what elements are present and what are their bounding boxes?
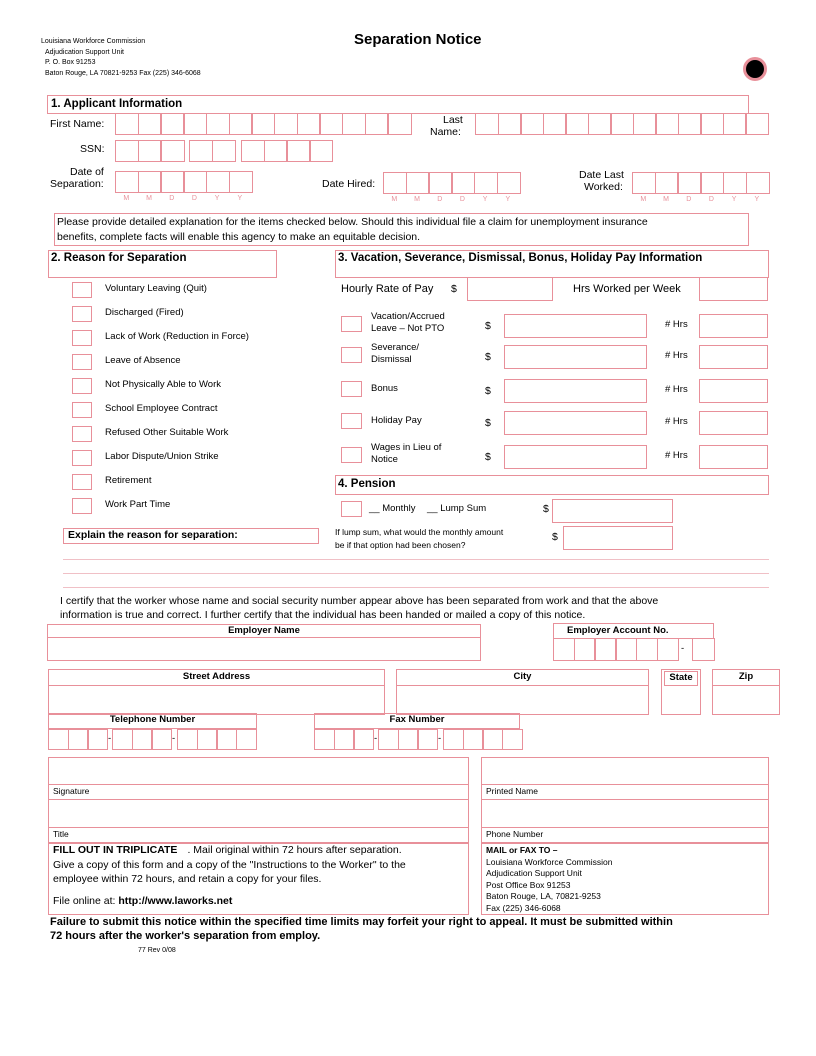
telephone-digit-box[interactable] — [132, 729, 153, 750]
first-name-char-box[interactable] — [342, 113, 366, 135]
pay-item-dollar: $ — [485, 351, 491, 363]
sig-line-3 — [48, 827, 469, 828]
account-digit-box[interactable] — [574, 638, 596, 661]
phone-dash: - — [108, 733, 112, 744]
reason-label: Leave of Absence — [105, 355, 181, 366]
date-last-digit-box[interactable] — [723, 172, 747, 194]
date-last-label-2: Worked: — [584, 181, 623, 193]
telephone-digit-box[interactable] — [197, 729, 218, 750]
telephone-digit-box[interactable] — [216, 729, 237, 750]
date-last-label-1: Date Last — [579, 169, 624, 181]
account-label: Employer Account No. — [567, 625, 669, 636]
phone-number-label: Phone Number — [486, 829, 544, 839]
date-sep-digit-box[interactable] — [160, 171, 184, 193]
telephone-label: Telephone Number — [109, 714, 196, 725]
date-hint: M — [146, 195, 152, 202]
signature-label: Signature — [53, 786, 90, 796]
date-hint: D — [191, 195, 197, 202]
reason-checkbox[interactable] — [72, 402, 92, 418]
instructions-line-2: benefits, complete facts will enable this agency to make an equitable decision. — [57, 231, 421, 243]
state-label: State — [669, 672, 693, 683]
date-hint: D — [686, 196, 692, 203]
pay-item-label-1: Severance/ — [371, 342, 420, 353]
pay-item-dollar: $ — [485, 417, 491, 429]
first-name-char-box[interactable] — [206, 113, 230, 135]
reason-checkbox[interactable] — [72, 306, 92, 322]
last-name-char-box[interactable] — [723, 113, 747, 135]
date-hint: Y — [505, 196, 511, 203]
last-name-char-box[interactable] — [678, 113, 702, 135]
phone-dash: - — [172, 733, 176, 744]
ssn-digit-box[interactable] — [160, 140, 184, 162]
revision-label: 77 Rev 0/08 — [138, 947, 176, 954]
pay-item-checkbox[interactable] — [341, 413, 362, 429]
fax-digit-box[interactable] — [314, 729, 335, 750]
mail-line: MAIL or FAX TO – — [486, 845, 558, 855]
section4-heading: 4. Pension — [338, 478, 396, 490]
date-last-digit-box[interactable] — [700, 172, 724, 194]
pension-amount-input[interactable] — [552, 499, 673, 523]
mail-line: Baton Rouge, LA, 70821-9253 — [486, 891, 601, 901]
date-sep-digit-box[interactable] — [206, 171, 230, 193]
reason-checkbox[interactable] — [72, 426, 92, 442]
pay-item-hrs-label: # Hrs — [665, 319, 688, 330]
pn-line-3 — [481, 827, 769, 828]
explain-line-2[interactable] — [63, 573, 769, 574]
page-title: Separation Notice — [354, 31, 482, 48]
telephone-digit-box[interactable] — [177, 729, 198, 750]
section3-heading: 3. Vacation, Severance, Dismissal, Bonus, Holiday Pay Information — [338, 252, 703, 264]
fax-digit-box[interactable] — [463, 729, 484, 750]
pay-item-dollar: $ — [485, 451, 491, 463]
date-hint: Y — [731, 196, 737, 203]
date-hired-digit-box[interactable] — [497, 172, 521, 194]
fax-digit-box[interactable] — [482, 729, 503, 750]
account-dash: - — [681, 643, 685, 654]
fax-digit-box[interactable] — [417, 729, 438, 750]
reason-checkbox[interactable] — [72, 474, 92, 490]
first-name-char-box[interactable] — [274, 113, 298, 135]
first-name-char-box[interactable] — [365, 113, 389, 135]
explain-label: Explain the reason for separation: — [68, 529, 238, 541]
date-hint: Y — [237, 195, 243, 202]
phone-number-input[interactable] — [481, 800, 769, 827]
hourly-rate-input[interactable] — [467, 277, 553, 301]
first-name-char-box[interactable] — [115, 113, 139, 135]
org-line-3: P. O. Box 91253 — [45, 59, 96, 66]
sig-line-1 — [48, 784, 469, 785]
last-name-char-box[interactable] — [498, 113, 522, 135]
employer-name-divider — [47, 637, 481, 638]
telephone-digit-box[interactable] — [236, 729, 257, 750]
pension-dollar: $ — [543, 503, 549, 515]
reason-label: Voluntary Leaving (Quit) — [105, 283, 207, 294]
reason-label: Discharged (Fired) — [105, 307, 184, 318]
lump-monthly-input[interactable] — [563, 526, 673, 550]
first-name-char-box[interactable] — [387, 113, 411, 135]
fax-label: Fax Number — [389, 714, 445, 725]
online-label: File online at: — [53, 895, 119, 907]
warning-line-2: 72 hours after the worker's separation from employ. — [50, 930, 321, 942]
pay-item-label-1: Holiday Pay — [371, 415, 422, 426]
date-hint: D — [169, 195, 175, 202]
pay-item-hrs-input[interactable] — [699, 314, 768, 338]
date-hired-digit-box[interactable] — [451, 172, 475, 194]
date-sep-digit-box[interactable] — [138, 171, 162, 193]
warning-line-1: Failure to submit this notice within the specified time limits may forfeit your right to appeal. It must be submitted within — [50, 916, 673, 928]
pay-item-amount-input[interactable] — [504, 314, 647, 338]
last-name-char-box[interactable] — [475, 113, 499, 135]
ssn-digit-box[interactable] — [264, 140, 288, 162]
account-digit-box[interactable] — [615, 638, 637, 661]
lump-question-2: be if that option had been chosen? — [335, 540, 466, 550]
date-hint: D — [708, 196, 714, 203]
pay-item-amount-input[interactable] — [504, 345, 647, 369]
date-hired-digit-box[interactable] — [428, 172, 452, 194]
last-name-char-box[interactable] — [700, 113, 724, 135]
lump-question-1: If lump sum, what would the monthly amount — [335, 527, 504, 537]
hrs-per-week-label: Hrs Worked per Week — [573, 283, 681, 295]
pay-item-amount-input[interactable] — [504, 445, 647, 469]
triplicate-rest: . Mail original within 72 hours after separation. — [187, 844, 402, 856]
telephone-digit-box[interactable] — [112, 729, 133, 750]
fax-digit-box[interactable] — [378, 729, 399, 750]
phone-dash: - — [374, 733, 378, 744]
account-digit-box[interactable] — [553, 638, 575, 661]
last-name-char-box[interactable] — [655, 113, 679, 135]
pay-item-hrs-label: # Hrs — [665, 450, 688, 461]
date-hired-label: Date Hired: — [322, 178, 376, 190]
first-name-char-box[interactable] — [183, 113, 207, 135]
pn-line-1 — [481, 784, 769, 785]
pay-item-label-1: Vacation/Accrued — [371, 311, 445, 322]
fax-digit-box[interactable] — [334, 729, 355, 750]
pay-item-checkbox[interactable] — [341, 347, 362, 363]
explain-line-3[interactable] — [63, 587, 769, 588]
reason-label: Lack of Work (Reduction in Force) — [105, 331, 249, 342]
last-name-char-box[interactable] — [588, 113, 612, 135]
printed-name-input[interactable] — [481, 758, 769, 784]
title-input[interactable] — [48, 800, 469, 827]
reason-checkbox[interactable] — [72, 354, 92, 370]
ssn-digit-box[interactable] — [138, 140, 162, 162]
first-name-char-box[interactable] — [138, 113, 162, 135]
title-label: Title — [53, 829, 69, 839]
reason-label: Labor Dispute/Union Strike — [105, 451, 219, 462]
account-digit-box[interactable] — [594, 638, 616, 661]
pay-item-hrs-input[interactable] — [699, 345, 768, 369]
ssn-digit-box[interactable] — [241, 140, 265, 162]
first-name-char-box[interactable] — [297, 113, 321, 135]
hrs-per-week-input[interactable] — [699, 277, 768, 301]
mail-line: Louisiana Workforce Commission — [486, 856, 613, 867]
first-name-char-box[interactable] — [251, 113, 275, 135]
date-sep-digit-box[interactable] — [115, 171, 139, 193]
date-hint: M — [663, 196, 669, 203]
pay-item-hrs-label: # Hrs — [665, 384, 688, 395]
fax-digit-box[interactable] — [443, 729, 464, 750]
lump-dollar: $ — [552, 531, 558, 543]
reason-label: School Employee Contract — [105, 403, 218, 414]
account-check-digit-box[interactable] — [692, 638, 715, 661]
last-name-label-1: Last — [443, 114, 463, 126]
reason-label: Work Part Time — [105, 499, 171, 510]
pension-monthly-label: __ Monthly — [369, 503, 416, 514]
pay-item-dollar: $ — [485, 385, 491, 397]
pension-checkbox[interactable] — [341, 501, 362, 517]
instructions-line-1: Please provide detailed explanation for the items checked below. Should this individual file a claim for unemployment insurance — [57, 216, 648, 228]
reason-checkbox[interactable] — [72, 498, 92, 514]
date-hint: M — [391, 196, 398, 203]
pay-item-amount-input[interactable] — [504, 411, 647, 435]
telephone-digit-box[interactable] — [48, 729, 69, 750]
date-hint: Y — [754, 196, 760, 203]
ssn-digit-box[interactable] — [115, 140, 139, 162]
pay-item-checkbox[interactable] — [341, 316, 362, 332]
date-hired-digit-box[interactable] — [474, 172, 498, 194]
online-line — [53, 895, 232, 907]
date-sep-label-1: Date of — [70, 166, 104, 178]
reason-checkbox[interactable] — [72, 330, 92, 346]
phone-dash: - — [438, 733, 442, 744]
pay-item-checkbox[interactable] — [341, 381, 362, 397]
pay-item-amount-input[interactable] — [504, 379, 647, 403]
pay-item-checkbox[interactable] — [341, 447, 362, 463]
date-sep-digit-box[interactable] — [229, 171, 253, 193]
online-url-link[interactable]: http://www.laworks.net — [118, 895, 233, 907]
employer-name-label: Employer Name — [228, 625, 300, 636]
last-name-char-box[interactable] — [543, 113, 567, 135]
ssn-digit-box[interactable] — [286, 140, 310, 162]
copy-line-1: Give a copy of this form and a copy of the "Instructions to the Worker" to the — [53, 859, 406, 871]
city-label: City — [513, 671, 532, 682]
date-hint: M — [414, 196, 420, 203]
date-hint: D — [459, 196, 465, 203]
last-name-char-box[interactable] — [520, 113, 544, 135]
reason-checkbox[interactable] — [72, 450, 92, 466]
pay-item-hrs-input[interactable] — [699, 411, 768, 435]
certify-line-1: I certify that the worker whose name and social security number appear above has been separated from work and that the above — [60, 595, 659, 607]
last-name-char-box[interactable] — [565, 113, 589, 135]
account-digit-box[interactable] — [657, 638, 679, 661]
zip-label: Zip — [738, 671, 754, 682]
reason-checkbox[interactable] — [72, 282, 92, 298]
mail-line: Post Office Box 91253 — [486, 879, 571, 890]
triplicate-line — [53, 844, 402, 856]
org-line-1: Louisiana Workforce Commission — [41, 38, 146, 45]
ssn-digit-box[interactable] — [189, 140, 213, 162]
telephone-digit-box[interactable] — [151, 729, 172, 750]
triplicate-bold: FILL OUT IN TRIPLICATE — [53, 844, 178, 856]
ssn-digit-box[interactable] — [212, 140, 236, 162]
date-last-digit-box[interactable] — [632, 172, 656, 194]
reason-checkbox[interactable] — [72, 378, 92, 394]
section1-heading: 1. Applicant Information — [51, 98, 183, 110]
ssn-label: SSN: — [80, 143, 105, 155]
printed-name-label: Printed Name — [486, 786, 538, 796]
date-hint: Y — [214, 195, 220, 202]
pay-item-label-1: Wages in Lieu of — [371, 442, 442, 453]
fax-digit-box[interactable] — [353, 729, 374, 750]
first-name-char-box[interactable] — [160, 113, 184, 135]
pay-item-hrs-label: # Hrs — [665, 350, 688, 361]
reason-label: Retirement — [105, 475, 152, 486]
mail-line: Fax (225) 346-6068 — [486, 902, 561, 913]
last-name-char-box[interactable] — [610, 113, 634, 135]
date-sep-label-2: Separation: — [50, 178, 104, 190]
first-name-char-box[interactable] — [319, 113, 343, 135]
section4-header — [335, 475, 769, 495]
reason-label: Not Physically Able to Work — [105, 379, 221, 390]
date-last-digit-box[interactable] — [746, 172, 770, 194]
pay-item-label-2: Dismissal — [371, 354, 412, 365]
record-dot-icon — [743, 57, 767, 81]
mail-line: Adjudication Support Unit — [486, 868, 582, 878]
telephone-digit-box[interactable] — [68, 729, 89, 750]
date-last-digit-box[interactable] — [655, 172, 679, 194]
explain-line-1[interactable] — [63, 559, 769, 560]
last-name-label-2: Name: — [430, 126, 461, 138]
reason-label: Refused Other Suitable Work — [105, 427, 229, 438]
last-name-char-box[interactable] — [745, 113, 769, 135]
date-last-digit-box[interactable] — [677, 172, 701, 194]
signature-input[interactable] — [48, 758, 469, 784]
street-label: Street Address — [182, 671, 251, 682]
city-divider — [396, 685, 649, 686]
first-name-label: First Name: — [50, 118, 105, 130]
date-hired-digit-box[interactable] — [406, 172, 430, 194]
pension-lump-label: __ Lump Sum — [427, 503, 487, 514]
first-name-char-box[interactable] — [229, 113, 253, 135]
pay-item-hrs-input[interactable] — [699, 445, 768, 469]
date-hint: M — [640, 196, 647, 203]
hourly-rate-label: Hourly Rate of Pay — [341, 283, 434, 295]
date-hired-digit-box[interactable] — [383, 172, 407, 194]
fax-digit-box[interactable] — [398, 729, 419, 750]
hourly-rate-dollar: $ — [451, 283, 457, 295]
pay-item-label-2: Leave – Not PTO — [371, 323, 445, 334]
fax-digit-box[interactable] — [502, 729, 523, 750]
section2-heading: 2. Reason for Separation — [51, 252, 187, 264]
pay-item-dollar: $ — [485, 320, 491, 332]
street-divider — [48, 685, 385, 686]
zip-divider — [712, 685, 780, 686]
pay-item-hrs-label: # Hrs — [665, 416, 688, 427]
telephone-digit-box[interactable] — [87, 729, 108, 750]
copy-line-2: employee within 72 hours, and retain a copy for your files. — [53, 873, 322, 885]
date-hint: D — [437, 196, 443, 203]
certify-line-2: information is true and correct. I further certify that the individual has been handed or mailed a copy of this notice. — [60, 609, 586, 621]
account-digit-box[interactable] — [636, 638, 658, 661]
last-name-char-box[interactable] — [633, 113, 657, 135]
org-line-4: Baton Rouge, LA 70821-9253 Fax (225) 346-6068 — [45, 70, 201, 77]
pay-item-hrs-input[interactable] — [699, 379, 768, 403]
date-hint: Y — [482, 196, 488, 203]
pay-item-label-2: Notice — [371, 454, 398, 465]
date-hint: M — [123, 195, 130, 202]
date-sep-digit-box[interactable] — [183, 171, 207, 193]
org-line-2: Adjudication Support Unit — [45, 49, 124, 56]
ssn-digit-box[interactable] — [309, 140, 333, 162]
pay-item-label-1: Bonus — [371, 383, 398, 394]
